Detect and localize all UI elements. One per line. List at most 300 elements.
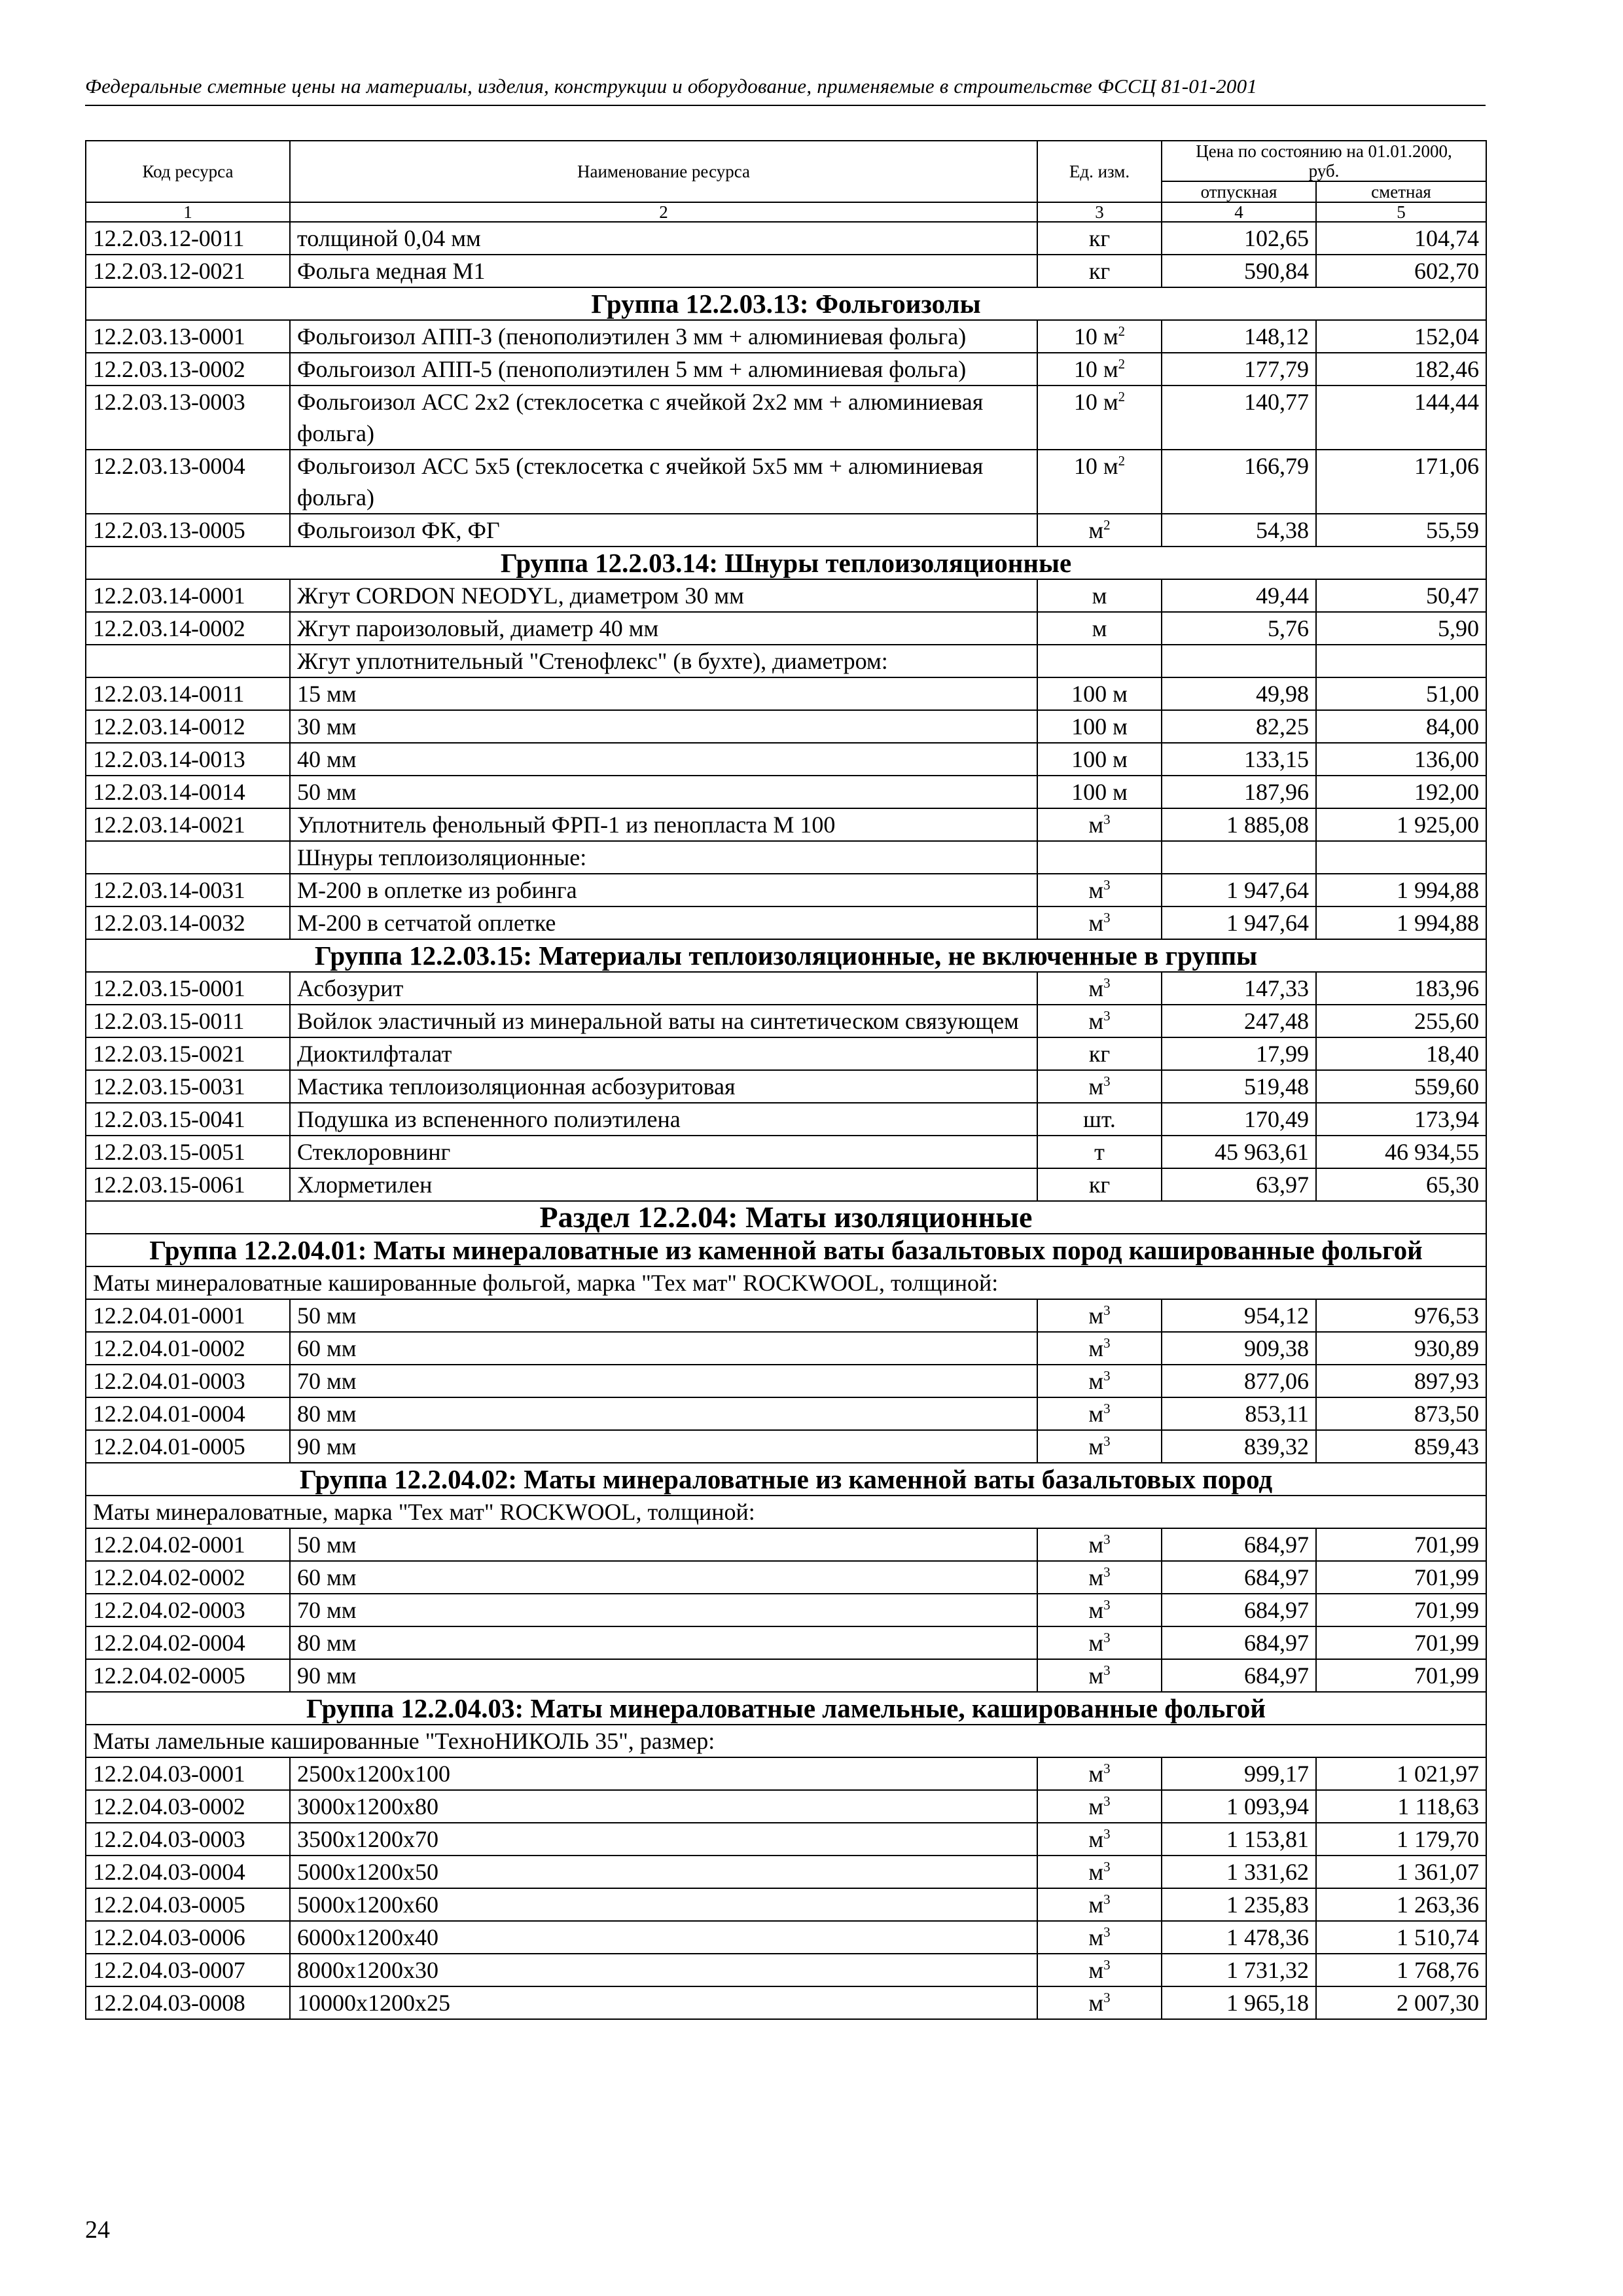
cell-name: М-200 в оплетке из робинга	[290, 874, 1037, 906]
table-row	[86, 1954, 1486, 1986]
cell-name: 70 мм	[290, 1365, 1037, 1397]
unit-label: м	[1088, 1826, 1104, 1852]
group-title: Группа 12.2.04.03: Маты минераловатные ламельные, кашированные фольгой	[86, 1692, 1486, 1725]
cell-estimate-price: 55,59	[1316, 514, 1486, 547]
cell-unit-empty	[1037, 645, 1162, 677]
table-row	[86, 255, 1486, 287]
table-row	[86, 906, 1486, 939]
cell-release-price: 247,48	[1162, 1005, 1316, 1037]
cell-name: Хлорметилен	[290, 1168, 1037, 1201]
cell-name: Подушка из вспененного полиэтилена	[290, 1103, 1037, 1136]
cell-unit-empty	[1037, 841, 1162, 874]
cell-unit	[1037, 1954, 1162, 1986]
unit-exponent: 3	[1103, 1073, 1111, 1089]
unit-exponent: 3	[1103, 1008, 1111, 1024]
cell-estimate-price: 104,74	[1316, 222, 1486, 255]
cell-estimate-price: 152,04	[1316, 320, 1486, 353]
cell-code: 12.2.03.14-0001	[86, 579, 290, 612]
cell-code: 12.2.03.12-0021	[86, 255, 290, 287]
cell-release-price: 1 235,83	[1162, 1888, 1316, 1921]
cell-code: 12.2.03.13-0001	[86, 320, 290, 353]
cell-name: 3000х1200х80	[290, 1790, 1037, 1823]
cell-estimate-price: 1 361,07	[1316, 1856, 1486, 1888]
column-number-1: 1	[86, 202, 290, 222]
table-row	[86, 1103, 1486, 1136]
cell-code: 12.2.04.02-0004	[86, 1626, 290, 1659]
cell-code: 12.2.03.14-0014	[86, 776, 290, 808]
cell-code: 12.2.03.14-0032	[86, 906, 290, 939]
cell-code: 12.2.04.02-0001	[86, 1528, 290, 1561]
cell-release-price: 166,79	[1162, 450, 1316, 514]
unit-label: м	[1088, 812, 1104, 838]
cell-name: 30 мм	[290, 710, 1037, 743]
cell-release-empty	[1162, 841, 1316, 874]
cell-name: 70 мм	[290, 1594, 1037, 1626]
cell-estimate-price: 5,90	[1316, 612, 1486, 645]
unit-label: м	[1088, 1433, 1104, 1460]
cell-name: М-200 в сетчатой оплетке	[290, 906, 1037, 939]
section-heading-row	[86, 1201, 1486, 1234]
cell-name: 80 мм	[290, 1397, 1037, 1430]
unit-exponent: 3	[1103, 1761, 1111, 1776]
unit-exponent: 3	[1103, 1532, 1111, 1547]
group-title: Группа 12.2.04.02: Маты минераловатные из каменной ваты базальтовых пород	[86, 1463, 1486, 1496]
header-rule	[85, 105, 1486, 106]
table-row	[86, 1430, 1486, 1463]
cell-unit	[1037, 1659, 1162, 1692]
cell-name: Войлок эластичный из минеральной ваты на синтетическом связующем	[290, 1005, 1037, 1037]
cell-code: 12.2.03.13-0004	[86, 450, 290, 514]
unit-exponent: 3	[1103, 1564, 1111, 1580]
cell-estimate-price: 859,43	[1316, 1430, 1486, 1463]
cell-estimate-price: 930,89	[1316, 1332, 1486, 1365]
cell-unit	[1037, 1921, 1162, 1954]
cell-estimate-price: 51,00	[1316, 677, 1486, 710]
table-row	[86, 874, 1486, 906]
cell-code: 12.2.03.14-0011	[86, 677, 290, 710]
cell-unit	[1037, 1299, 1162, 1332]
cell-unit	[1037, 514, 1162, 547]
unit-label: м	[1088, 1662, 1104, 1689]
cell-release-price: 5,76	[1162, 612, 1316, 645]
column-number-4: 4	[1162, 202, 1316, 222]
cell-unit	[1037, 1888, 1162, 1921]
cell-code: 12.2.03.14-0031	[86, 874, 290, 906]
column-number-2: 2	[290, 202, 1037, 222]
unit-exponent: 2	[1118, 389, 1126, 404]
unit-exponent: 3	[1103, 1990, 1111, 2005]
table-row	[86, 1332, 1486, 1365]
table-row	[86, 1659, 1486, 1692]
cell-name: Фольгоизол ФК, ФГ	[290, 514, 1037, 547]
unit-label: м	[1088, 1532, 1104, 1558]
cell-code: 12.2.03.12-0011	[86, 222, 290, 255]
cell-estimate-price: 183,96	[1316, 972, 1486, 1005]
cell-name: Диоктилфталат	[290, 1037, 1037, 1070]
cell-release-price: 17,99	[1162, 1037, 1316, 1070]
cell-release-price: 839,32	[1162, 1430, 1316, 1463]
cell-unit	[1037, 1790, 1162, 1823]
cell-estimate-price: 50,47	[1316, 579, 1486, 612]
cell-estimate-price: 701,99	[1316, 1659, 1486, 1692]
unit-label: 100 м	[1071, 713, 1128, 740]
subheading-row	[86, 1266, 1486, 1299]
cell-name: 5000х1200х60	[290, 1888, 1037, 1921]
unit-exponent: 3	[1103, 1957, 1111, 1973]
table-row	[86, 1005, 1486, 1037]
table-row	[86, 710, 1486, 743]
column-header-unit: Ед. изм.	[1037, 141, 1162, 202]
unit-label: 100 м	[1071, 779, 1128, 805]
cell-release-price: 1 965,18	[1162, 1986, 1316, 2019]
cell-estimate-price: 559,60	[1316, 1070, 1486, 1103]
cell-estimate-price: 18,40	[1316, 1037, 1486, 1070]
unit-label: м	[1088, 1793, 1104, 1820]
cell-name: Фольгоизол АСС 5х5 (стеклосетка с ячейкой 5х5 мм + алюминиевая фольга)	[290, 450, 1037, 514]
cell-unit	[1037, 386, 1162, 450]
column-header-price: Цена по состоянию на 01.01.2000, руб.	[1162, 141, 1486, 181]
table-row	[86, 972, 1486, 1005]
cell-unit	[1037, 1005, 1162, 1037]
cell-code: 12.2.04.03-0005	[86, 1888, 290, 1921]
cell-unit	[1037, 1626, 1162, 1659]
cell-release-price: 1 478,36	[1162, 1921, 1316, 1954]
cell-estimate-empty	[1316, 645, 1486, 677]
cell-estimate-price: 173,94	[1316, 1103, 1486, 1136]
cell-name: 90 мм	[290, 1430, 1037, 1463]
unit-exponent: 3	[1103, 1662, 1111, 1678]
unit-exponent: 2	[1118, 356, 1126, 372]
unit-label: кг	[1088, 1041, 1111, 1067]
section-title: Раздел 12.2.04: Маты изоляционные	[86, 1201, 1486, 1234]
unit-label: м	[1088, 1368, 1104, 1394]
cell-unit	[1037, 612, 1162, 645]
cell-estimate-price: 873,50	[1316, 1397, 1486, 1430]
table-row	[86, 579, 1486, 612]
cell-estimate-price: 701,99	[1316, 1626, 1486, 1659]
cell-estimate-price: 2 007,30	[1316, 1986, 1486, 2019]
table-row	[86, 353, 1486, 386]
cell-release-price: 684,97	[1162, 1561, 1316, 1594]
unit-exponent: 3	[1103, 1859, 1111, 1874]
cell-estimate-price: 65,30	[1316, 1168, 1486, 1201]
cell-code: 12.2.04.03-0007	[86, 1954, 290, 1986]
cell-name: 8000х1200х30	[290, 1954, 1037, 1986]
cell-unit	[1037, 1561, 1162, 1594]
cell-estimate-price: 1 263,36	[1316, 1888, 1486, 1921]
table-row	[86, 776, 1486, 808]
column-header-code: Код ресурса	[86, 141, 290, 202]
cell-release-price: 133,15	[1162, 743, 1316, 776]
cell-unit	[1037, 743, 1162, 776]
cell-unit	[1037, 677, 1162, 710]
unit-label: м	[1088, 517, 1104, 543]
subheading-label: Маты ламельные кашированные "ТехноНИКОЛЬ 35", размер:	[86, 1725, 1486, 1757]
cell-unit	[1037, 808, 1162, 841]
cell-name: 2500х1200х100	[290, 1757, 1037, 1790]
table-row	[86, 808, 1486, 841]
cell-code: 12.2.04.02-0003	[86, 1594, 290, 1626]
cell-release-price: 177,79	[1162, 353, 1316, 386]
table-row	[86, 1626, 1486, 1659]
cell-code: 12.2.03.15-0061	[86, 1168, 290, 1201]
subheading-row	[86, 841, 1486, 874]
cell-estimate-price: 1 118,63	[1316, 1790, 1486, 1823]
cell-unit	[1037, 1365, 1162, 1397]
cell-estimate-price: 171,06	[1316, 450, 1486, 514]
cell-release-price: 140,77	[1162, 386, 1316, 450]
cell-estimate-price: 701,99	[1316, 1561, 1486, 1594]
unit-exponent: 3	[1103, 910, 1111, 925]
table-body	[86, 222, 1486, 2019]
cell-name: 10000х1200х25	[290, 1986, 1037, 2019]
cell-name: 6000х1200х40	[290, 1921, 1037, 1954]
table-row	[86, 612, 1486, 645]
cell-name: Жгут CORDON NEODYL, диаметром 30 мм	[290, 579, 1037, 612]
cell-name: 60 мм	[290, 1561, 1037, 1594]
cell-estimate-price: 192,00	[1316, 776, 1486, 808]
unit-exponent: 3	[1103, 1335, 1111, 1351]
cell-release-price: 102,65	[1162, 222, 1316, 255]
cell-release-price: 684,97	[1162, 1594, 1316, 1626]
column-numbers-row	[86, 202, 1486, 222]
unit-label: т	[1094, 1139, 1105, 1165]
unit-label: 10 м	[1073, 453, 1118, 479]
cell-release-price: 909,38	[1162, 1332, 1316, 1365]
cell-estimate-price: 602,70	[1316, 255, 1486, 287]
cell-estimate-price: 701,99	[1316, 1528, 1486, 1561]
cell-unit	[1037, 353, 1162, 386]
column-header-name: Наименование ресурса	[290, 141, 1037, 202]
cell-name: 90 мм	[290, 1659, 1037, 1692]
cell-code: 12.2.03.15-0041	[86, 1103, 290, 1136]
unit-label: м	[1088, 1008, 1104, 1034]
cell-estimate-price: 1 179,70	[1316, 1823, 1486, 1856]
cell-estimate-price: 255,60	[1316, 1005, 1486, 1037]
cell-name: 50 мм	[290, 1528, 1037, 1561]
cell-code: 12.2.03.15-0011	[86, 1005, 290, 1037]
cell-code: 12.2.04.03-0003	[86, 1823, 290, 1856]
unit-label: м	[1088, 1073, 1104, 1100]
cell-code: 12.2.03.14-0012	[86, 710, 290, 743]
unit-label: м	[1092, 583, 1107, 609]
cell-estimate-price: 1 768,76	[1316, 1954, 1486, 1986]
cell-code: 12.2.03.14-0021	[86, 808, 290, 841]
table-row	[86, 1823, 1486, 1856]
column-number-3: 3	[1037, 202, 1162, 222]
subheading-row	[86, 1725, 1486, 1757]
cell-unit	[1037, 579, 1162, 612]
cell-release-price: 684,97	[1162, 1528, 1316, 1561]
cell-name: Мастика теплоизоляционная асбозуритовая	[290, 1070, 1037, 1103]
cell-estimate-price: 84,00	[1316, 710, 1486, 743]
cell-release-price: 954,12	[1162, 1299, 1316, 1332]
cell-name: Жгут пароизоловый, диаметр 40 мм	[290, 612, 1037, 645]
cell-code: 12.2.03.15-0021	[86, 1037, 290, 1070]
table-row	[86, 1136, 1486, 1168]
unit-label: м	[1088, 1630, 1104, 1656]
unit-exponent: 3	[1103, 1793, 1111, 1809]
cell-code: 12.2.04.03-0001	[86, 1757, 290, 1790]
cell-code: 12.2.04.01-0001	[86, 1299, 290, 1332]
unit-label: 10 м	[1073, 323, 1118, 350]
cell-release-price: 170,49	[1162, 1103, 1316, 1136]
cell-release-price: 49,98	[1162, 677, 1316, 710]
cell-release-price: 45 963,61	[1162, 1136, 1316, 1168]
table-row	[86, 1921, 1486, 1954]
unit-label: м	[1088, 877, 1104, 903]
cell-estimate-price: 1 510,74	[1316, 1921, 1486, 1954]
subheading-label: Шнуры теплоизоляционные:	[290, 841, 1037, 874]
table-row	[86, 743, 1486, 776]
group-heading-row	[86, 939, 1486, 972]
subheading-label: Жгут уплотнительный "Стенофлекс" (в бухте), диаметром:	[290, 645, 1037, 677]
unit-label: 10 м	[1073, 389, 1118, 415]
cell-release-price: 684,97	[1162, 1659, 1316, 1692]
unit-exponent: 3	[1103, 1302, 1111, 1318]
cell-unit	[1037, 255, 1162, 287]
unit-exponent: 3	[1103, 975, 1111, 991]
table-row	[86, 1757, 1486, 1790]
unit-label: м	[1088, 910, 1104, 936]
subheading-label: Маты минераловатные кашированные фольгой, марка "Тех мат" ROCKWOOL, толщиной:	[86, 1266, 1486, 1299]
group-title: Группа 12.2.04.01: Маты минераловатные из каменной ваты базальтовых пород кашированные фольгой	[86, 1234, 1486, 1266]
table-row	[86, 1528, 1486, 1561]
cell-estimate-price: 136,00	[1316, 743, 1486, 776]
cell-estimate-price: 144,44	[1316, 386, 1486, 450]
cell-code-empty	[86, 645, 290, 677]
cell-code: 12.2.03.15-0051	[86, 1136, 290, 1168]
cell-release-price: 148,12	[1162, 320, 1316, 353]
table-row	[86, 320, 1486, 353]
column-header-estimate: сметная	[1316, 181, 1486, 202]
cell-release-price: 1 731,32	[1162, 1954, 1316, 1986]
unit-label: м	[1088, 1302, 1104, 1329]
cell-code: 12.2.04.01-0004	[86, 1397, 290, 1430]
unit-label: шт.	[1083, 1106, 1116, 1132]
page-header: Федеральные сметные цены на материалы, изделия, конструкции и оборудование, применяемые в строительстве ФССЦ 81-01-2001	[85, 75, 1258, 98]
table-row	[86, 1070, 1486, 1103]
group-title: Группа 12.2.03.13: Фольгоизолы	[86, 287, 1486, 320]
cell-estimate-price: 46 934,55	[1316, 1136, 1486, 1168]
unit-label: м	[1088, 1859, 1104, 1885]
cell-estimate-price: 1 925,00	[1316, 808, 1486, 841]
table-row	[86, 1888, 1486, 1921]
cell-code: 12.2.04.01-0002	[86, 1332, 290, 1365]
cell-name: Фольгоизол АСС 2х2 (стеклосетка с ячейкой 2х2 мм + алюминиевая фольга)	[290, 386, 1037, 450]
unit-exponent: 3	[1103, 1597, 1111, 1613]
cell-release-price: 1 093,94	[1162, 1790, 1316, 1823]
unit-label: м	[1092, 615, 1107, 641]
unit-exponent: 3	[1103, 1368, 1111, 1384]
unit-label: м	[1088, 1401, 1104, 1427]
cell-code: 12.2.04.02-0002	[86, 1561, 290, 1594]
cell-name: Фольга медная М1	[290, 255, 1037, 287]
cell-unit	[1037, 320, 1162, 353]
group-heading-row	[86, 287, 1486, 320]
subheading-row	[86, 1496, 1486, 1528]
cell-name: 80 мм	[290, 1626, 1037, 1659]
cell-estimate-price: 1 021,97	[1316, 1757, 1486, 1790]
cell-unit	[1037, 1823, 1162, 1856]
cell-code: 12.2.03.15-0031	[86, 1070, 290, 1103]
cell-release-price: 54,38	[1162, 514, 1316, 547]
group-heading-row	[86, 1463, 1486, 1496]
cell-unit	[1037, 1430, 1162, 1463]
table-row	[86, 1561, 1486, 1594]
unit-label: м	[1088, 1957, 1104, 1983]
cell-estimate-price: 1 994,88	[1316, 906, 1486, 939]
cell-release-price: 519,48	[1162, 1070, 1316, 1103]
cell-unit	[1037, 1070, 1162, 1103]
cell-release-price: 590,84	[1162, 255, 1316, 287]
table-row	[86, 386, 1486, 450]
table-row	[86, 1594, 1486, 1626]
cell-release-price: 49,44	[1162, 579, 1316, 612]
cell-estimate-price: 897,93	[1316, 1365, 1486, 1397]
table-row	[86, 1365, 1486, 1397]
unit-exponent: 2	[1103, 517, 1111, 533]
table-row	[86, 450, 1486, 514]
group-heading-row	[86, 1234, 1486, 1266]
unit-exponent: 3	[1103, 1924, 1111, 1940]
cell-release-price: 147,33	[1162, 972, 1316, 1005]
cell-release-price: 1 153,81	[1162, 1823, 1316, 1856]
column-number-5: 5	[1316, 202, 1486, 222]
unit-label: м	[1088, 1990, 1104, 2016]
cell-name: 40 мм	[290, 743, 1037, 776]
cell-estimate-empty	[1316, 841, 1486, 874]
unit-exponent: 3	[1103, 1892, 1111, 1907]
unit-exponent: 3	[1103, 1630, 1111, 1645]
unit-exponent: 3	[1103, 812, 1111, 827]
cell-code-empty	[86, 841, 290, 874]
cell-code: 12.2.03.14-0002	[86, 612, 290, 645]
cell-unit	[1037, 1757, 1162, 1790]
cell-release-price: 853,11	[1162, 1397, 1316, 1430]
cell-name: Асбозурит	[290, 972, 1037, 1005]
cell-unit	[1037, 450, 1162, 514]
unit-exponent: 3	[1103, 1401, 1111, 1416]
cell-release-empty	[1162, 645, 1316, 677]
cell-release-price: 1 885,08	[1162, 808, 1316, 841]
cell-name: 50 мм	[290, 776, 1037, 808]
unit-label: м	[1088, 1761, 1104, 1787]
table-row	[86, 1037, 1486, 1070]
cell-code: 12.2.04.03-0004	[86, 1856, 290, 1888]
unit-label: 10 м	[1073, 356, 1118, 382]
cell-name: 3500х1200х70	[290, 1823, 1037, 1856]
unit-label: кг	[1088, 225, 1111, 251]
unit-label: 100 м	[1071, 681, 1128, 707]
unit-label: 100 м	[1071, 746, 1128, 772]
cell-release-price: 684,97	[1162, 1626, 1316, 1659]
cell-unit	[1037, 874, 1162, 906]
cell-code: 12.2.03.13-0002	[86, 353, 290, 386]
cell-unit	[1037, 1397, 1162, 1430]
cell-code: 12.2.04.01-0005	[86, 1430, 290, 1463]
group-heading-row	[86, 1692, 1486, 1725]
cell-unit	[1037, 1037, 1162, 1070]
table-row	[86, 1986, 1486, 2019]
cell-name: Уплотнитель фенольный ФРП-1 из пенопласта М 100	[290, 808, 1037, 841]
page-number: 24	[85, 2216, 110, 2244]
cell-release-price: 877,06	[1162, 1365, 1316, 1397]
cell-estimate-price: 182,46	[1316, 353, 1486, 386]
unit-exponent: 2	[1118, 323, 1126, 339]
cell-release-price: 63,97	[1162, 1168, 1316, 1201]
cell-name: 5000х1200х50	[290, 1856, 1037, 1888]
